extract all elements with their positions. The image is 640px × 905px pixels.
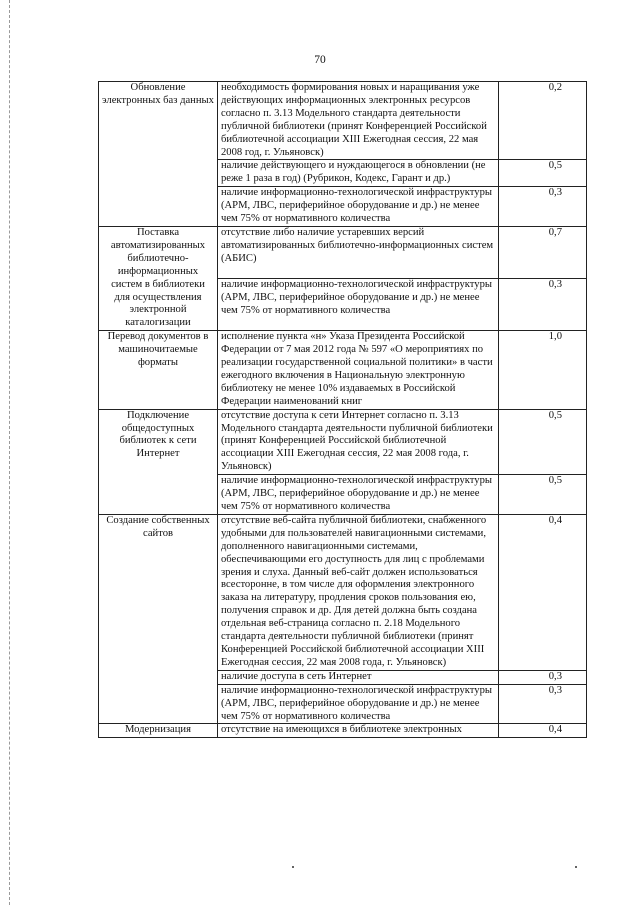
- activity-name-cell: Обновление электронных баз данных: [99, 82, 218, 227]
- scan-speck: [292, 866, 294, 868]
- weight-cell: 0,4: [499, 514, 587, 670]
- criterion-cell: исполнение пункта «н» Указа Президента Российской Федерации от 7 мая 2012 года № 597 «О мероприятиях по реализации государственной социальной политики» в части ежегодного включения в Национальную электронную библиотеку не менее 10% издаваемых в Российской Федерации наименований книг: [218, 331, 499, 409]
- table-row: [99, 82, 587, 160]
- criterion-cell: отсутствие на имеющихся в библиотеке электронных: [218, 724, 499, 738]
- weight-cell: 0,7: [499, 226, 587, 278]
- criterion-cell: наличие информационно-технологической инфраструктуры (АРМ, ЛВС, периферийное оборудование и др.) не менее чем 75% от нормативного количества: [218, 187, 499, 227]
- weight-cell: 0,3: [499, 684, 587, 724]
- criterion-cell: наличие доступа в сеть Интернет: [218, 670, 499, 684]
- weight-cell: 0,3: [499, 187, 587, 227]
- criterion-cell: наличие действующего и нуждающегося в обновлении (не реже 1 раза в год) (Рубрикон, Кодекс, Гарант и др.): [218, 160, 499, 187]
- activity-name-cell: Поставка автоматизированных библиотечно-информационных систем в библиотеки для осуществления электронной каталогизации: [99, 226, 218, 330]
- activity-name-cell: Модернизация: [99, 724, 218, 738]
- scan-edge-line: [9, 0, 10, 905]
- criterion-cell: наличие информационно-технологической инфраструктуры (АРМ, ЛВС, периферийное оборудование и др.) не менее чем 75% от нормативного количества: [218, 684, 499, 724]
- criterion-cell: наличие информационно-технологической инфраструктуры (АРМ, ЛВС, периферийное оборудование и др.) не менее чем 75% от нормативного количества: [218, 279, 499, 331]
- criterion-cell: отсутствие либо наличие устаревших версий автоматизированных библиотечно-информационных систем (АБИС): [218, 226, 499, 278]
- criteria-table: [98, 81, 587, 738]
- activity-name-cell: Подключение общедоступных библиотек к сети Интернет: [99, 409, 218, 514]
- activity-name-cell: Перевод документов в машиночитаемые форматы: [99, 331, 218, 409]
- criterion-cell: отсутствие веб-сайта публичной библиотеки, снабженного удобными для пользователей навигационными системами, дополненного навигационными системами, обеспечивающими его доступность для лиц с проблемами зрения и слуха. Данный веб-сайт должен использоваться всесторонне, в том числе для оформления электронного заказа на литературу, продления сроков пользования ею, получения справок и др. Для детей должна быть создана отдельная веб-страница согласно п. 2.18 Модельного стандарта деятельности публичной библиотеки (принят Конференцией Российской библиотечной ассоциации XIII Ежегодная сессия, 22 мая 2008 года, г. Ульяновск): [218, 514, 499, 670]
- weight-cell: 0,3: [499, 670, 587, 684]
- scan-speck: [575, 866, 577, 868]
- weight-cell: 0,5: [499, 409, 587, 475]
- table-row: [99, 409, 587, 475]
- table-row: [99, 514, 587, 670]
- criterion-cell: необходимость формирования новых и наращивания уже действующих информационных электронных ресурсов согласно п. 3.13 Модельного стандарта деятельности публичной библиотеки (принят Конференцией Российской библиотечной ассоциации XIII Ежегодная сессия, 22 мая 2008 год, г. Ульяновск): [218, 82, 499, 160]
- criterion-cell: наличие информационно-технологической инфраструктуры (АРМ, ЛВС, периферийное оборудование и др.) не менее чем 75% от нормативного количества: [218, 475, 499, 515]
- criterion-cell: отсутствие доступа к сети Интернет согласно п. 3.13 Модельного стандарта деятельности публичной библиотеки (принят Конференцией Российской библиотечной ассоциации XIII Ежегодная сессия, 22 мая 2008 года, г. Ульяновск): [218, 409, 499, 475]
- weight-cell: 0,4: [499, 724, 587, 738]
- weight-cell: 0,3: [499, 279, 587, 331]
- weight-cell: 0,5: [499, 160, 587, 187]
- weight-cell: 0,2: [499, 82, 587, 160]
- table-row: [99, 331, 587, 409]
- table-row: [99, 226, 587, 278]
- weight-cell: 1,0: [499, 331, 587, 409]
- activity-name-cell: Создание собственных сайтов: [99, 514, 218, 724]
- page-number: 70: [314, 54, 326, 66]
- weight-cell: 0,5: [499, 475, 587, 515]
- table-row: [99, 724, 587, 738]
